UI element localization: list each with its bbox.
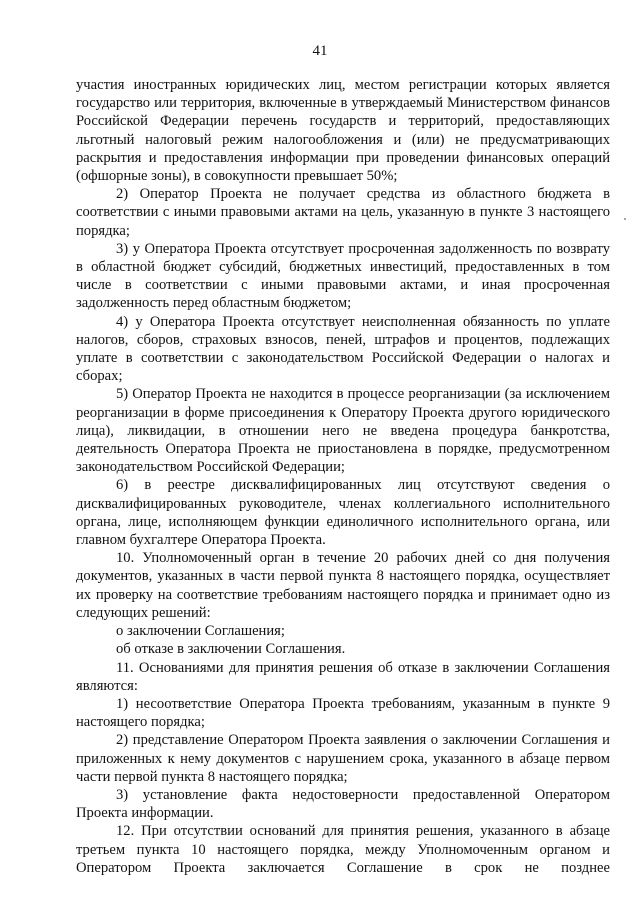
paragraph-clause-10: 10. Уполномоченный орган в течение 20 рабочих дней со дня получения документов, указанных в части первой пункта 8 настоящего порядка, осуществляет их проверку на соответствие требованиям настоящего порядка и принимает одно из следующих решений: (76, 550, 610, 621)
paragraph-continuation: участия иностранных юридических лиц, местом регистрации которых является государство или территория, включенные в утверждаемый Министерством финансов Российской Федерации перечень государств и территорий, предоставляющих льготный налоговый режим налогообложения и (или) не предусматривающих раскрытия и предоставления информации при проведении финансовых операций (офшорные зоны), в совокупности превышает 50%; (76, 77, 610, 185)
paragraph-item-3: 3) у Оператора Проекта отсутствует просроченная задолженность по возврату в областной бюджет субсидий, бюджетных инвестиций, предоставленных в том числе в соответствии с иными правовыми актами, и иная просроченная задолженность перед областным бюджетом; (76, 240, 610, 312)
paragraph-ground-2: 2) представление Оператором Проекта заявления о заключении Соглашения и приложенных к нему документов с нарушением срока, указанного в абзаце первом части первой пункта 8 настоящего порядка; (76, 732, 610, 785)
paragraph-clause-11: 11. Основаниями для принятия решения об отказе в заключении Соглашения являются: (76, 659, 610, 694)
paragraph-item-4: 4) у Оператора Проекта отсутствует неисполненная обязанность по уплате налогов, сборов, страховых взносов, пеней, штрафов и процентов, подлежащих уплате в соответствии с законодательством Российской Федерации о налогах и сборах; (76, 313, 610, 385)
paragraph-decision-conclude: о заключении Соглашения; (116, 623, 285, 640)
page-number: 41 (312, 43, 328, 59)
paragraph-clause-12: 12. При отсутствии оснований для принятия решения, указанного в абзаце третьем пункта 10 настоящего порядка, между Уполномоченным органом и Оператором Проекта заключается Соглашение в срок не позднее (76, 823, 610, 876)
paragraph-ground-1: 1) несоответствие Оператора Проекта требованиям, указанным в пункте 9 настоящего порядка; (76, 695, 610, 731)
paragraph-ground-3: 3) установление факта недостоверности предоставленной Оператором Проекта информации. (76, 786, 610, 822)
paragraph-decision-refuse: об отказе в заключении Соглашения. (116, 641, 346, 658)
paragraph-item-6: 6) в реестре дисквалифицированных лиц отсутствуют сведения о дисквалифицированных руководителе, членах коллегиального исполнительного органа, лице, исполняющем функции единоличного исполнительного органа, или главном бухгалтере Оператора Проекта. (76, 477, 610, 549)
document-body (76, 76, 610, 877)
scan-artifact-dot (624, 218, 626, 220)
paragraph-item-5: 5) Оператор Проекта не находится в процессе реорганизации (за исключением реорганизации в форме присоединения к Оператору Проекта другого юридического лица), ликвидации, в отношении него не введена процедура банкротства, деятельность Оператора Проекта не приостановлена в порядке, предусмотренном законодательством Российской Федерации; (76, 386, 610, 476)
paragraph-item-2: 2) Оператор Проекта не получает средства из областного бюджета в соответствии с иными правовыми актами на цель, указанную в пункте 3 настоящего порядка; (76, 186, 610, 239)
